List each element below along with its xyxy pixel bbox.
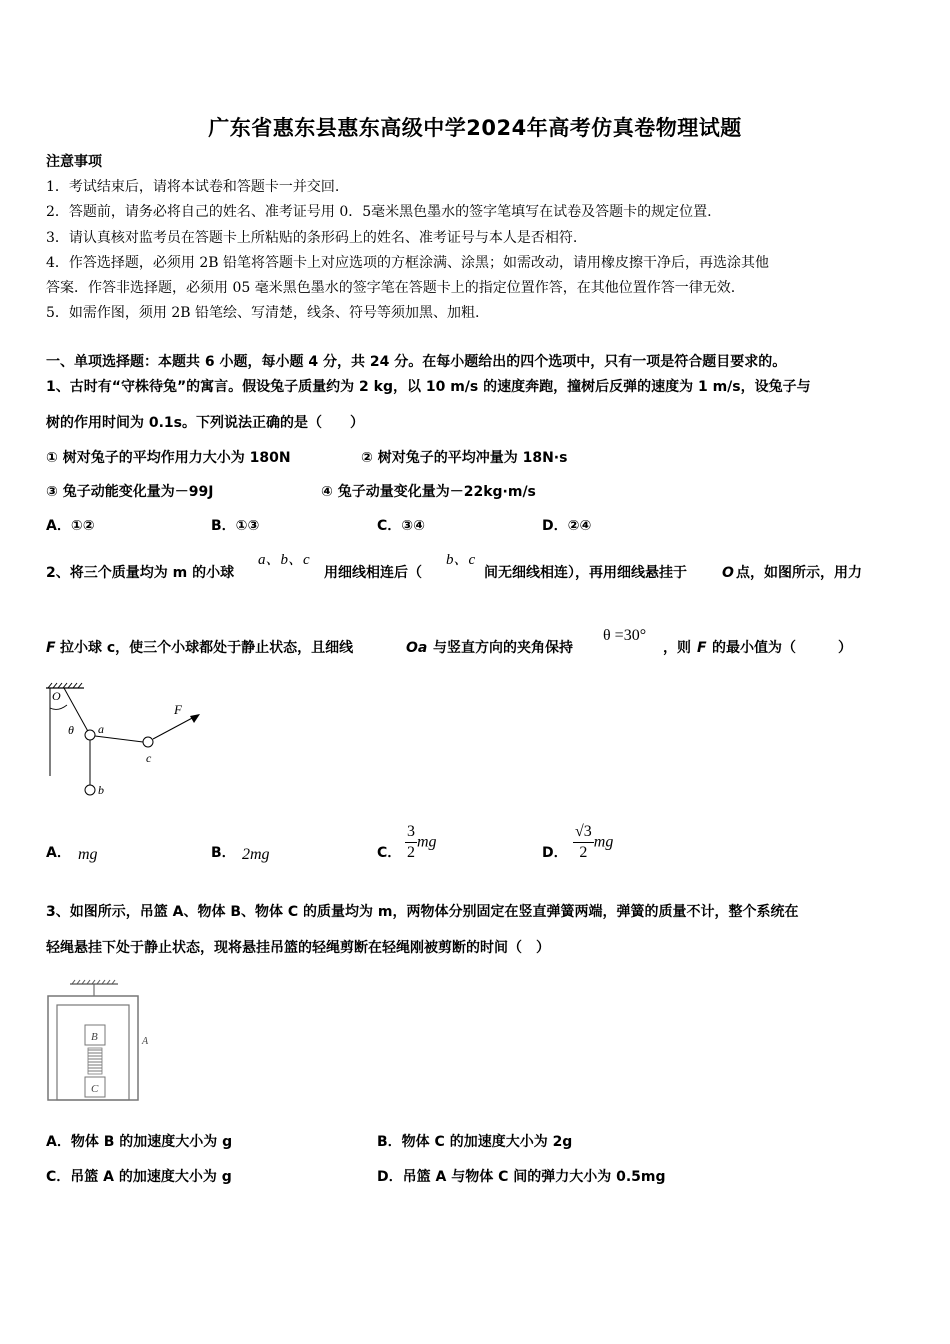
- q3-option-b: B．物体 C 的加速度大小为 2g: [377, 1134, 573, 1150]
- q2-stem-line2-part2: 与竖直方向的夹角保持: [433, 640, 573, 656]
- q2-stem-part3: 间无细线相连），再用细线悬挂于: [484, 565, 687, 581]
- string-ac: [95, 736, 143, 742]
- numerator: √3: [573, 822, 594, 843]
- label-b: b: [98, 783, 104, 797]
- ceiling-hatch: [46, 683, 84, 688]
- notice-item: 4．作答选择题，必须用 2B 铅笔将答题卡上对应选项的方框涂满、涂黑；如需改动，请用橡皮擦干净后，再选涂其他: [46, 255, 769, 271]
- q3-stem-line1: 3、如图所示，吊篮 A、物体 B、物体 C 的质量均为 m，两物体分别固定在竖直弹簧两端，弹簧的质量不计，整个系统在: [46, 904, 799, 920]
- label-c: c: [146, 751, 152, 765]
- fraction: [573, 822, 594, 863]
- force-arrow-head: [190, 714, 200, 723]
- q2-option-c-label: C．: [377, 845, 402, 861]
- ball-c: [143, 737, 153, 747]
- q2-option-a-value: mg: [78, 846, 98, 863]
- notice-heading: 注意事项: [46, 154, 102, 170]
- q1-option-d: D．②④: [542, 518, 592, 534]
- angle-arc: [50, 705, 67, 709]
- q2-option-b-label: B．: [211, 845, 236, 861]
- spring: [88, 1048, 102, 1074]
- q3-figure: [44, 978, 154, 1104]
- denominator: 2: [407, 844, 415, 861]
- q2-option-d-label: D．: [542, 845, 568, 861]
- q2-force-f-2: F: [697, 640, 707, 656]
- section-heading: 一、单项选择题：本题共 6 小题，每小题 4 分，共 24 分。在每小题给出的四个选项中，只有一项是符合题目要求的。: [46, 354, 787, 370]
- label-a: A: [142, 1036, 149, 1047]
- numerator: 3: [405, 822, 417, 843]
- label-b: B: [91, 1031, 98, 1043]
- label-theta: θ: [68, 723, 74, 737]
- fraction: [405, 822, 417, 863]
- q1-statement-3: ③ 兔子动能变化量为－99J: [46, 484, 214, 500]
- q2-stem-part1: 2、将三个质量均为 m 的小球: [46, 565, 235, 581]
- q2-line-oa: Oa: [406, 640, 428, 656]
- notice-item: 3．请认真核对监考员在答题卡上所粘贴的条形码上的姓名、准考证号与本人是否相符.: [46, 230, 578, 246]
- force-arrow-line: [153, 716, 196, 739]
- q3-option-a: A．物体 B 的加速度大小为 g: [46, 1134, 233, 1150]
- notice-item: 2．答题前，请务必将自己的姓名、准考证号用 0．5毫米黑色墨水的签字笔填写在试卷及答题卡的规定位置.: [46, 204, 712, 220]
- ceiling-hatch: [70, 980, 118, 984]
- q2-figure: [40, 678, 220, 808]
- notice-item: 1．考试结束后，请将本试卷和答题卡一并交回.: [46, 179, 340, 195]
- page-title: 广东省惠东县惠东高级中学2024年高考仿真卷物理试题: [208, 116, 742, 140]
- q2-bc-labels: b、c: [446, 552, 476, 568]
- q2-option-d-value: [573, 822, 613, 863]
- q2-option-a-label: A．: [46, 845, 71, 861]
- q1-option-c: C．③④: [377, 518, 425, 534]
- ball-a: [85, 730, 95, 740]
- q1-option-b: B．①③: [211, 518, 260, 534]
- q2-option-c-value: [405, 822, 437, 863]
- q3-option-c: C．吊篮 A 的加速度大小为 g: [46, 1169, 232, 1185]
- q1-statement-4: ④ 兔子动量变化量为－22kg·m/s: [321, 484, 536, 500]
- q3-option-d: D．吊篮 A 与物体 C 间的弹力大小为 0.5mg: [377, 1169, 666, 1185]
- notice-item: 5．如需作图，须用 2B 铅笔绘、写清楚，线条、符号等须加黑、加粗.: [46, 305, 480, 321]
- label-c: C: [91, 1083, 99, 1095]
- q2-stem-line2-part3: ，则: [663, 640, 691, 656]
- q1-statement-1: ① 树对兔子的平均作用力大小为 180N: [46, 450, 291, 466]
- ball-b: [85, 785, 95, 795]
- q3-stem-line2: 轻绳悬挂下处于静止状态，现将悬挂吊篮的轻绳剪断在轻绳刚被剪断的时间（ ）: [46, 940, 550, 956]
- q2-stem-line2-part4: 的最小值为（ ）: [712, 640, 852, 656]
- suffix: mg: [593, 833, 614, 851]
- q2-point-o: O: [722, 565, 734, 581]
- q2-option-b-value: 2mg: [242, 846, 270, 863]
- q2-angle: θ =30°: [603, 627, 647, 644]
- q1-stem-line1: 1、古时有“守株待兔”的寓言。假设兔子质量约为 2 kg，以 10 m/s 的速度奔跑，撞树后反弹的速度为 1 m/s，设兔子与: [46, 379, 811, 395]
- suffix: mg: [417, 833, 437, 851]
- q2-ball-labels: a、b、c: [258, 552, 310, 568]
- q2-stem-line2-part1: 拉小球 c，使三个小球都处于静止状态，且细线: [60, 640, 354, 656]
- label-a: a: [98, 722, 104, 736]
- q2-stem-part4: 点，如图所示，用力: [736, 565, 862, 581]
- q1-stem-line2: 树的作用时间为 0.1s。下列说法正确的是（ ）: [46, 415, 365, 431]
- label-o: O: [52, 689, 61, 703]
- denominator: 2: [579, 844, 588, 861]
- q2-stem-part2: 用细线相连后（: [324, 565, 422, 581]
- q1-option-a: A．①②: [46, 518, 95, 534]
- q2-force-f: F: [46, 640, 56, 656]
- label-f: F: [174, 702, 182, 717]
- q1-statement-2: ② 树对兔子的平均冲量为 18N·s: [361, 450, 568, 466]
- notice-item: 答案．作答非选择题，必须用 05 毫米黑色墨水的签字笔在答题卡上的指定位置作答，在其他位置作答一律无效.: [46, 280, 736, 296]
